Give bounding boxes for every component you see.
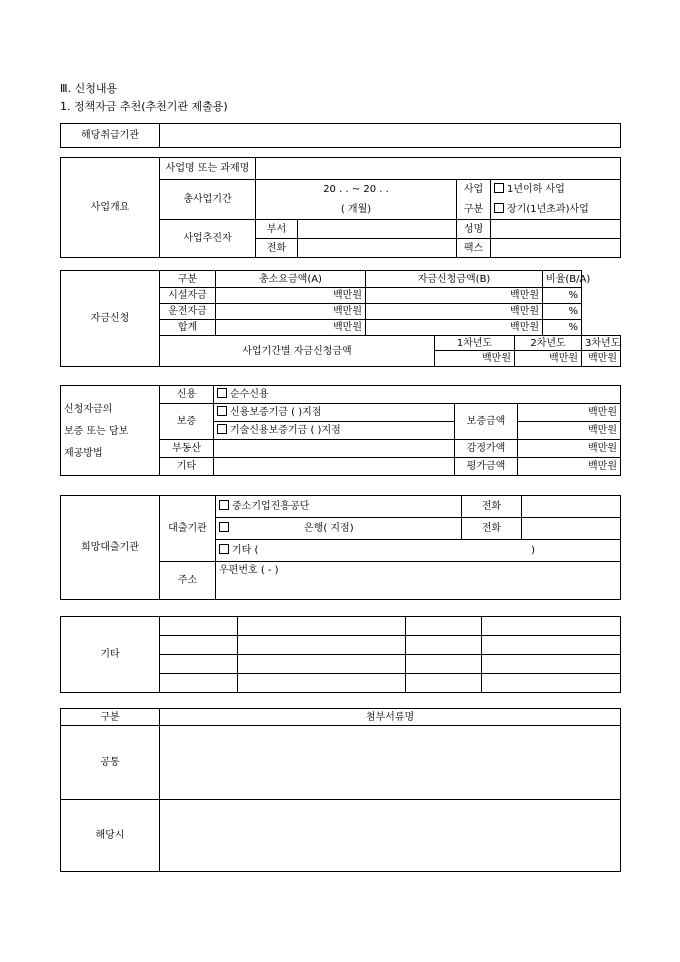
common-attachments-field[interactable] [160, 726, 621, 800]
period-months[interactable]: ( 개월) [256, 200, 457, 220]
etc-table [60, 616, 621, 693]
fund-header: 총소요금액(A) [216, 271, 366, 288]
etc-cell[interactable] [238, 674, 406, 693]
period-label: 총사업기간 [160, 180, 256, 220]
fund-total-field[interactable]: 백만원 [216, 288, 366, 304]
appraisal-label: 감정가액 [455, 440, 518, 458]
address-label: 주소 [160, 562, 216, 600]
guarantee-sub-label: 보증 [160, 404, 214, 440]
fax-label: 팩스 [457, 239, 491, 258]
fund-request-field[interactable]: 백만원 [366, 320, 543, 336]
lender-label: 대출기관 [160, 496, 216, 562]
dept-label: 부서 [256, 220, 298, 239]
etc-collateral-label: 기타 [160, 458, 214, 476]
checkbox-icon[interactable] [217, 424, 227, 434]
division-label-2: 구분 [457, 200, 491, 220]
fund-header: 구분 [160, 271, 216, 288]
common-label: 공통 [61, 726, 160, 800]
lender-phone-label: 전화 [462, 496, 522, 518]
lender-phone-field[interactable] [522, 496, 621, 518]
option-long[interactable]: 장기(1년초과)사업 [491, 200, 621, 220]
name-field-label: 성명 [457, 220, 491, 239]
dept-field[interactable] [298, 220, 457, 239]
fund-total-field[interactable]: 백만원 [216, 320, 366, 336]
checkbox-icon[interactable] [217, 388, 227, 398]
attachments-col1-header: 구분 [61, 709, 160, 726]
fund-row-name: 합계 [160, 320, 216, 336]
etc-cell[interactable] [482, 617, 621, 636]
loan-label: 희망대출기관 [61, 496, 160, 600]
etc-cell[interactable] [238, 636, 406, 655]
etc-label: 기타 [61, 617, 160, 693]
year-amount-field[interactable]: 백만원 [582, 351, 621, 367]
fund-ratio-field[interactable]: % [543, 288, 582, 304]
etc-cell[interactable] [160, 617, 238, 636]
guarantee-amount-field[interactable]: 백만원 [518, 422, 621, 440]
pure-credit-option[interactable]: 순수신용 [214, 386, 621, 404]
appraisal-field[interactable]: 백만원 [518, 440, 621, 458]
division-label-1: 사업 [457, 180, 491, 200]
etc-cell[interactable] [406, 674, 482, 693]
checkbox-icon[interactable] [494, 183, 504, 193]
etc-cell[interactable] [482, 674, 621, 693]
bank-option[interactable]: 은행( 지점) [216, 518, 462, 540]
year-header: 1차년도 [435, 336, 515, 351]
lender-phone-label: 전화 [462, 518, 522, 540]
checkbox-icon[interactable] [217, 406, 227, 416]
etc-cell[interactable] [406, 617, 482, 636]
attachments-table [60, 708, 621, 872]
realestate-label: 부동산 [160, 440, 214, 458]
etc-cell[interactable] [482, 655, 621, 674]
guarantee-table [60, 385, 621, 476]
sbc-option[interactable]: 중소기업진흥공단 [216, 496, 462, 518]
fund-total-field[interactable]: 백만원 [216, 304, 366, 320]
year-amount-field[interactable]: 백만원 [435, 351, 515, 367]
agency-table [60, 123, 621, 148]
fund-table [60, 270, 621, 367]
attachments-col2-header: 첨부서류명 [160, 709, 621, 726]
fund-ratio-field[interactable]: % [543, 320, 582, 336]
section-title: Ⅲ. 신청내용 [60, 82, 118, 95]
other-lender-option[interactable]: 기타 ( ) [216, 540, 621, 562]
fund-ratio-field[interactable]: % [543, 304, 582, 320]
etc-collateral-field[interactable] [214, 458, 455, 476]
period-field[interactable]: 20 . . ~ 20 . . [256, 180, 457, 200]
year-header: 2차년도 [515, 336, 582, 351]
etc-cell[interactable] [406, 655, 482, 674]
valuation-field[interactable]: 백만원 [518, 458, 621, 476]
promoter-label: 사업추진자 [160, 220, 256, 258]
by-period-label: 사업기간별 자금신청금액 [160, 336, 435, 367]
lender-phone-field[interactable] [522, 518, 621, 540]
checkbox-icon[interactable] [219, 544, 229, 554]
applicable-attachments-field[interactable] [160, 800, 621, 872]
name-field[interactable] [491, 220, 621, 239]
option-short[interactable]: 1년이하 사업 [491, 180, 621, 200]
business-name-field[interactable] [256, 158, 621, 180]
agency-label: 해당취급기관 [61, 124, 160, 148]
fund-row-name: 시설자금 [160, 288, 216, 304]
etc-cell[interactable] [238, 655, 406, 674]
etc-cell[interactable] [406, 636, 482, 655]
address-field[interactable]: 우편번호 ( - ) [216, 562, 621, 600]
phone-field[interactable] [298, 239, 457, 258]
loan-table [60, 495, 621, 600]
fax-field[interactable] [491, 239, 621, 258]
guarantee-amount-label: 보증금액 [455, 404, 518, 440]
agency-value-field[interactable] [160, 124, 621, 148]
subsection-title: 1. 정책자금 추천(추천기관 제출용) [60, 100, 228, 113]
business-label: 사업개요 [61, 158, 160, 258]
valuation-label: 평가금액 [455, 458, 518, 476]
kodit-option[interactable]: 신용보증기금 ( )지점 [214, 404, 455, 422]
credit-label: 신용 [160, 386, 214, 404]
year-header: 3차년도 [582, 336, 621, 351]
fund-request-field[interactable]: 백만원 [366, 288, 543, 304]
fund-request-field[interactable]: 백만원 [366, 304, 543, 320]
business-table [60, 157, 621, 258]
checkbox-icon[interactable] [494, 203, 504, 213]
kibo-option[interactable]: 기술신용보증기금 ( )지점 [214, 422, 455, 440]
fund-header: 비율(B/A) [543, 271, 582, 288]
etc-cell[interactable] [482, 636, 621, 655]
business-name-label: 사업명 또는 과제명 [160, 158, 256, 180]
year-amount-field[interactable]: 백만원 [515, 351, 582, 367]
fund-row-name: 운전자금 [160, 304, 216, 320]
guarantee-amount-field[interactable]: 백만원 [518, 404, 621, 422]
checkbox-icon[interactable] [219, 522, 229, 532]
etc-cell[interactable] [238, 617, 406, 636]
etc-cell[interactable] [160, 655, 238, 674]
fund-label: 자금신청 [61, 271, 160, 367]
realestate-field[interactable] [214, 440, 455, 458]
checkbox-icon[interactable] [219, 500, 229, 510]
etc-cell[interactable] [160, 674, 238, 693]
fund-header: 자금신청금액(B) [366, 271, 543, 288]
applicable-label: 해당시 [61, 800, 160, 872]
guarantee-label: 신청자금의 보증 또는 담보 제공방법 [61, 386, 160, 476]
etc-cell[interactable] [160, 636, 238, 655]
phone-label: 전화 [256, 239, 298, 258]
